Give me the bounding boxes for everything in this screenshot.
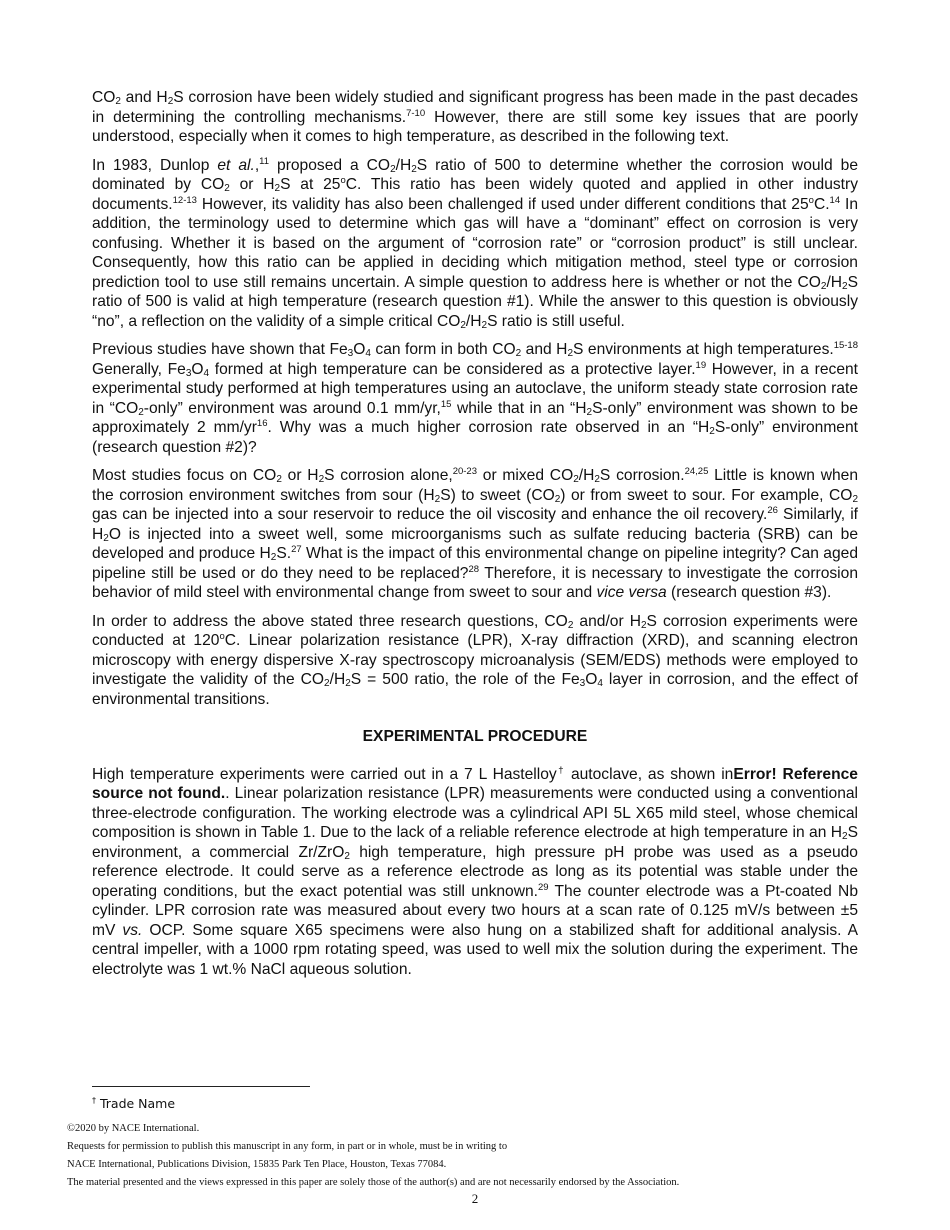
- citation: 29: [537, 881, 549, 893]
- legal-notice: [67, 1120, 887, 1192]
- citation: 11: [259, 155, 270, 167]
- paragraph-intro: $CO_2$ and $H_2S$ corrosion have been widely studied and significant progress has been made in the past decades in determining the controlling mechanisms.$^{7-10}$ However, there are still some key issues that are poorly understood, especially when it comes to high temperature, as described in the following text.: [92, 89, 858, 145]
- citation: 19: [695, 359, 707, 371]
- page-number: 2: [471, 1191, 479, 1206]
- citation: 20-23: [452, 466, 478, 477]
- citation: 28: [468, 563, 480, 575]
- footnote-mark: †: [556, 764, 566, 776]
- footnote-divider: [92, 1086, 310, 1087]
- citation: 15: [440, 398, 452, 410]
- footnote: † Trade Name: [92, 1096, 176, 1111]
- disclaimer-line: The material presented and the views expressed in this paper are solely those of the author(s) and are not necessarily endorsed by the Association.: [67, 1177, 680, 1188]
- citation: 14: [829, 194, 841, 206]
- body-text: [92, 88, 858, 988]
- citation: 27: [291, 544, 302, 555]
- paragraph-environment-change: Most studies focus on $CO_2$ or $H_2S$ corrosion alone,$^{20-23}$ or mixed $CO_2/H_2S$ corrosion.$^{24,25}$ Little is known when the corrosion environment switches from sour $(H_2S)$ to sweet $(CO_2)$ or from sweet to sour. For example, $CO_2$ gas can be injected into a sour reservoir to reduce the oil viscosity and enhance the oil recovery.$^{26}$ Similarly, if $H_2O$ is injected into a sweet well, some microorganisms such as sulfate reducing bacteria (SRB) can be developed and produce $H_2S.^{27}$ What is the impact of this environmental change on pipeline integrity? Can aged pipeline still be used or do they need to be replaced?$^{28}$ Therefore, it is necessary to investigate the corrosion behavior of mild steel with environmental change from sweet to sour and vice versa (research question #3).: [92, 466, 859, 601]
- paragraph-dunlop-ratio: In 1983, Dunlop et al.,$^{11}$ proposed a $CO_2/H_2S$ ratio of 500 to determine whether the corrosion would be dominated by $CO_2$ or $H_2S$ at 25$^o$C. This ratio has been widely quoted and applied in other industry documents.$^{12-13}$ However, its validity has also been challenged if used under different conditions that 25$^o$C.$^{14}$ In addition, the terminology used to determine which gas will have a “dominant” effect on corrosion is very confusing. Whether it is based on the argument of “corrosion rate” or “corrosion product” is still unclear. Consequently, how this ratio can be applied in deciding which mitigation method, steel type or corrosion prediction tool to use still remains uncertain. A simple question to address here is whether or not the $CO_2/H_2S$ ratio of 500 is valid at high temperature (research question #1). While the answer to this question is obviously “no”, a reflection on the validity of a simple critical $CO_2/H_2S$ ratio is still useful.: [92, 155, 859, 331]
- citation: 26: [767, 505, 778, 516]
- reference-error: Error! Reference source not found.: [92, 765, 858, 802]
- citation: 12-13: [172, 194, 197, 206]
- citation: 7-10: [406, 107, 426, 119]
- copyright-line: ©2020 by NACE International.: [67, 1123, 200, 1134]
- paragraph-methods-overview: In order to address the above stated three research questions, $CO_2$ and/or $H_2S$ corrosion experiments were conducted at 120$^o$C. Linear polarization resistance (LPR), X-ray diffraction (XRD), and scanning electron microscopy with energy dispersive X-ray spectroscopy microanalysis (SEM/EDS) methods were employed to investigate the validity of the $CO_2/H_2S = 500$ ratio, the role of the $Fe_3O_4$ layer in corrosion, and the effect of environmental transitions.: [92, 612, 858, 708]
- citation: 24,25: [684, 466, 709, 477]
- section-heading: EXPERIMENTAL PROCEDURE: [362, 728, 588, 745]
- paragraph-experimental: High temperature experiments were carried out in a 7 L Hastelloy† autoclave, as shown inError! Reference source not found.. Linear polarization resistance (LPR) measurements were conducted using a conventional three-electrode configuration. The working electrode was a cylindrical API 5L X65 mild steel, whose chemical composition is shown in Table 1. Due to the lack of a reliable reference electrode at high temperature in an $H_2S$ environment, a commercial Zr/ZrO$_2$ high temperature, high pressure pH probe was used as a pseudo reference electrode. It could serve as a reference electrode as long as its potential was stable under the operating conditions, but the exact potential was still unknown.$^{29}$ The counter electrode was a Pt-coated Nb cylinder. LPR corrosion rate was measured about every two hours at a scan rate of 0.125 mV/s between ±5 mV vs. OCP. Some square X65 specimens were also hung on a stabilized shaft for additional analysis. A central impeller, with a 1000 rpm rotating speed, was used to well mix the solution during the experiment. The electrolyte was 1 wt.% NaCl aqueous solution.: [92, 764, 858, 978]
- permission-line: Requests for permission to publish this manuscript in any form, in part or in whole, must be in writing to: [67, 1141, 508, 1152]
- citation: 15-18: [833, 340, 859, 351]
- paragraph-fe3o4: Previous studies have shown that $Fe_3O_4$ can form in both $CO_2$ and $H_2S$ environments at high temperatures.$^{15-18}$ Generally, $Fe_3O_4$ formed at high temperature can be considered as a protective layer.$^{19}$ However, in a recent experimental study performed at high temperatures using an autoclave, the uniform steady state corrosion rate in “$CO_2$-only” environment was around 0.1 mm/yr,$^{15}$ while that in an “$H_2S$-only” environment was shown to be approximately 2 $mm/yr^{16}$. Why was a much higher corrosion rate observed in an “$H_2S$-only” environment (research question #2)?: [92, 340, 859, 456]
- address-line: NACE International, Publications Division, 15835 Park Ten Place, Houston, Texas 77084.: [67, 1159, 447, 1170]
- citation: 16: [256, 418, 268, 429]
